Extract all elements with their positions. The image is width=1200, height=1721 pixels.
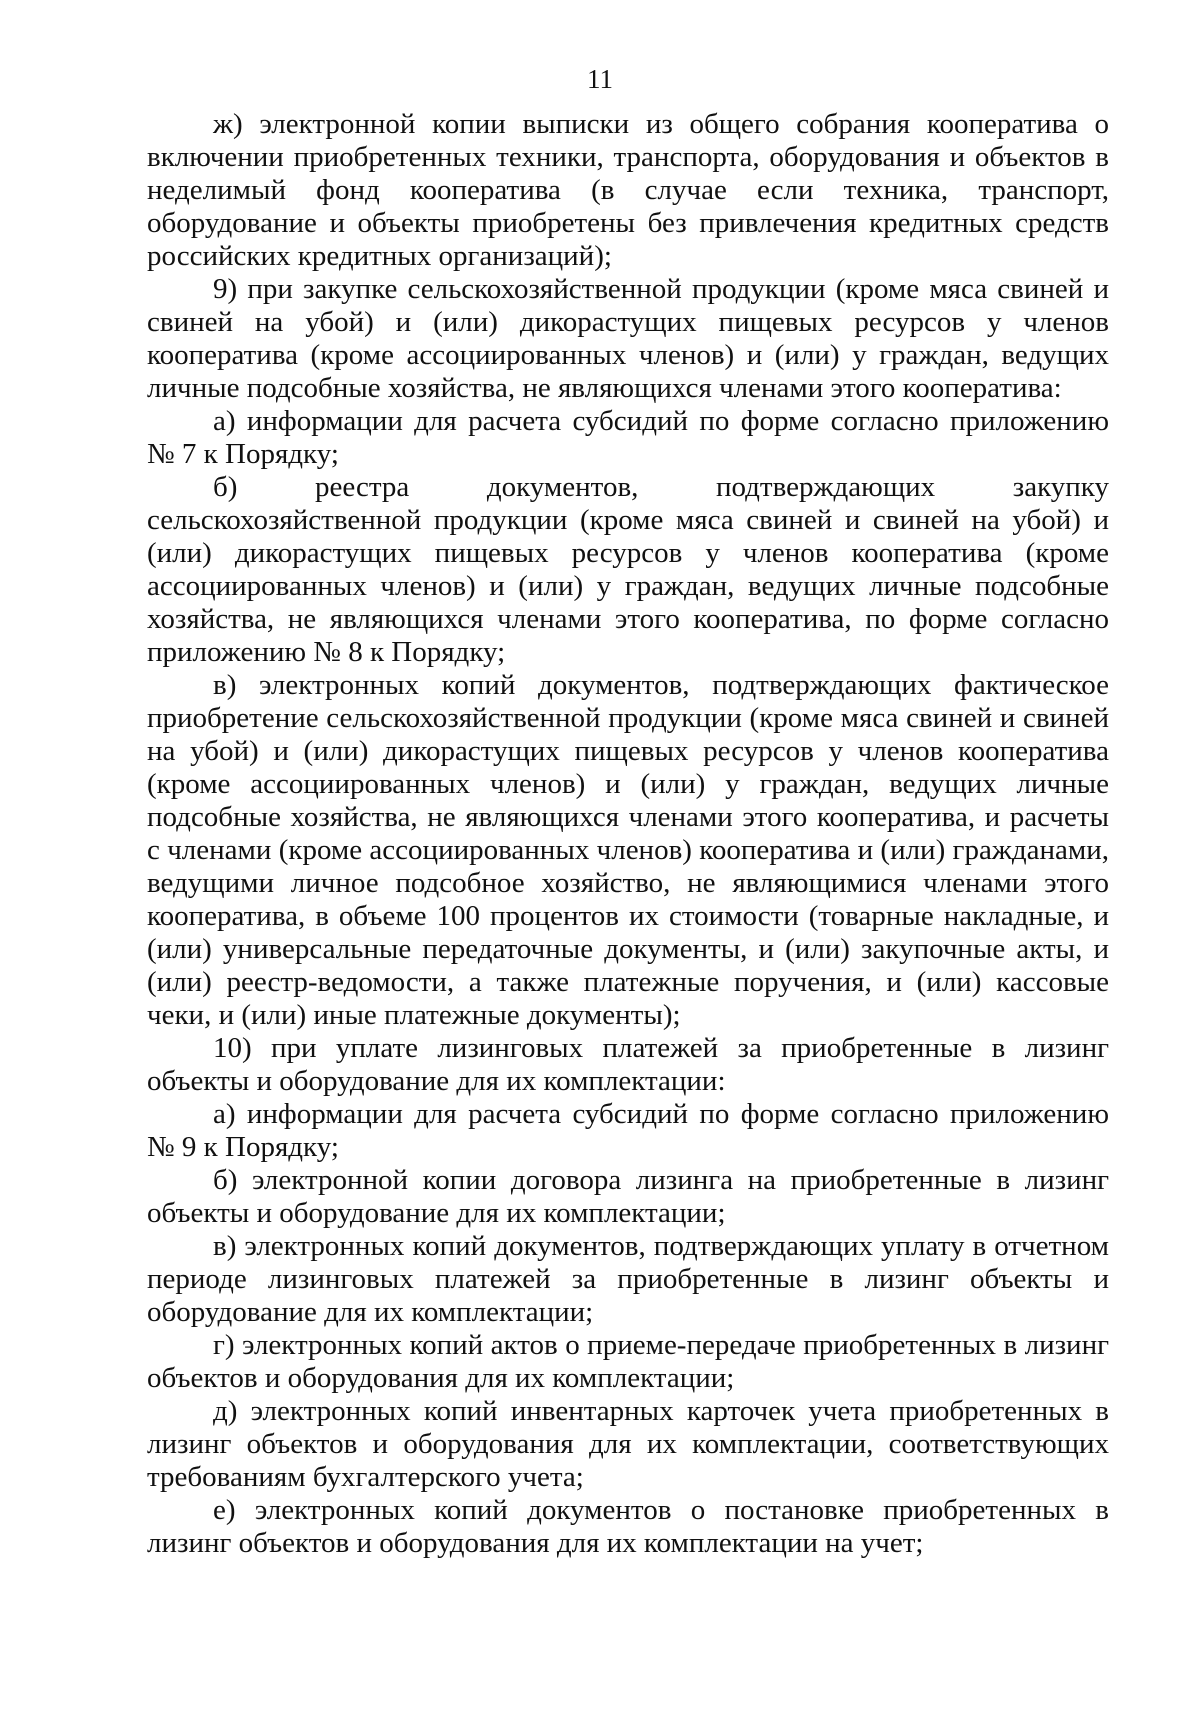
paragraph-9b-document-register: б) реестра документов, подтверждающих закупку сельскохозяйственной продукции (кроме мяса свиней и свиней на убой) и (или) дикорастущих пищевых ресурсов у членов кооператива (кроме ассоциированных членов) и (или) у граждан, ведущих личные подсобные хозяйства, не являющихся членами этого кооператива, по форме согласно приложению № 8 к Порядку; bbox=[147, 471, 1109, 668]
paragraph-10-leasing-payments: 10) при уплате лизинговых платежей за приобретенные в лизинг объекты и оборудование для их комплектации: bbox=[147, 1032, 1109, 1097]
paragraph-10d-inventory-cards: д) электронных копий инвентарных карточек учета приобретенных в лизинг объектов и оборудования для их комплектации, соответствующих требованиям бухгалтерского учета; bbox=[147, 1395, 1109, 1493]
paragraph-10g-transfer-acts: г) электронных копий актов о приеме-передаче приобретенных в лизинг объектов и оборудования для их комплектации; bbox=[147, 1329, 1109, 1394]
paragraph-9v-purchase-documents: в) электронных копий документов, подтверждающих фактическое приобретение сельскохозяйственной продукции (кроме мяса свиней и свиней на убой) и (или) дикорастущих пищевых ресурсов у членов кооператива (кроме ассоциированных членов) и (или) у граждан, ведущих личные подсобные хозяйства, не являющихся членами этого кооператива, и расчеты с членами (кроме ассоциированных членов) кооператива и (или) гражданами, ведущими личное подсобное хозяйство, не являющимися членами этого кооператива, в объеме 100 процентов их стоимости (товарные накладные, и (или) универсальные передаточные документы, и (или) закупочные акты, и (или) реестр-ведомости, а также платежные поручения, и (или) кассовые чеки, и (или) иные платежные документы); bbox=[147, 669, 1109, 1031]
paragraph-10e-registration-documents: е) электронных копий документов о постановке приобретенных в лизинг объектов и оборудования для их комплектации на учет; bbox=[147, 1494, 1109, 1559]
paragraph-10v-payment-documents: в) электронных копий документов, подтверждающих уплату в отчетном периоде лизинговых платежей за приобретенные в лизинг объекты и оборудование для их комплектации; bbox=[147, 1230, 1109, 1328]
document-body bbox=[147, 108, 1109, 1560]
paragraph-10a-subsidy-info: а) информации для расчета субсидий по форме согласно приложению № 9 к Порядку; bbox=[147, 1098, 1109, 1163]
paragraph-9a-subsidy-info: а) информации для расчета субсидий по форме согласно приложению № 7 к Порядку; bbox=[147, 405, 1109, 470]
page-number: 11 bbox=[587, 64, 613, 94]
paragraph-9-produce-purchase: 9) при закупке сельскохозяйственной продукции (кроме мяса свиней и свиней на убой) и (или) дикорастущих пищевых ресурсов у членов кооператива (кроме ассоциированных членов) и (или) у граждан, ведущих личные подсобные хозяйства, не являющихся членами этого кооператива: bbox=[147, 273, 1109, 404]
paragraph-zh-cooperative-extract: ж) электронной копии выписки из общего собрания кооператива о включении приобретенных техники, транспорта, оборудования и объектов в неделимый фонд кооператива (в случае если техника, транспорт, оборудование и объекты приобретены без привлечения кредитных средств российских кредитных организаций); bbox=[147, 108, 1109, 272]
paragraph-10b-leasing-contract: б) электронной копии договора лизинга на приобретенные в лизинг объекты и оборудование для их комплектации; bbox=[147, 1164, 1109, 1229]
